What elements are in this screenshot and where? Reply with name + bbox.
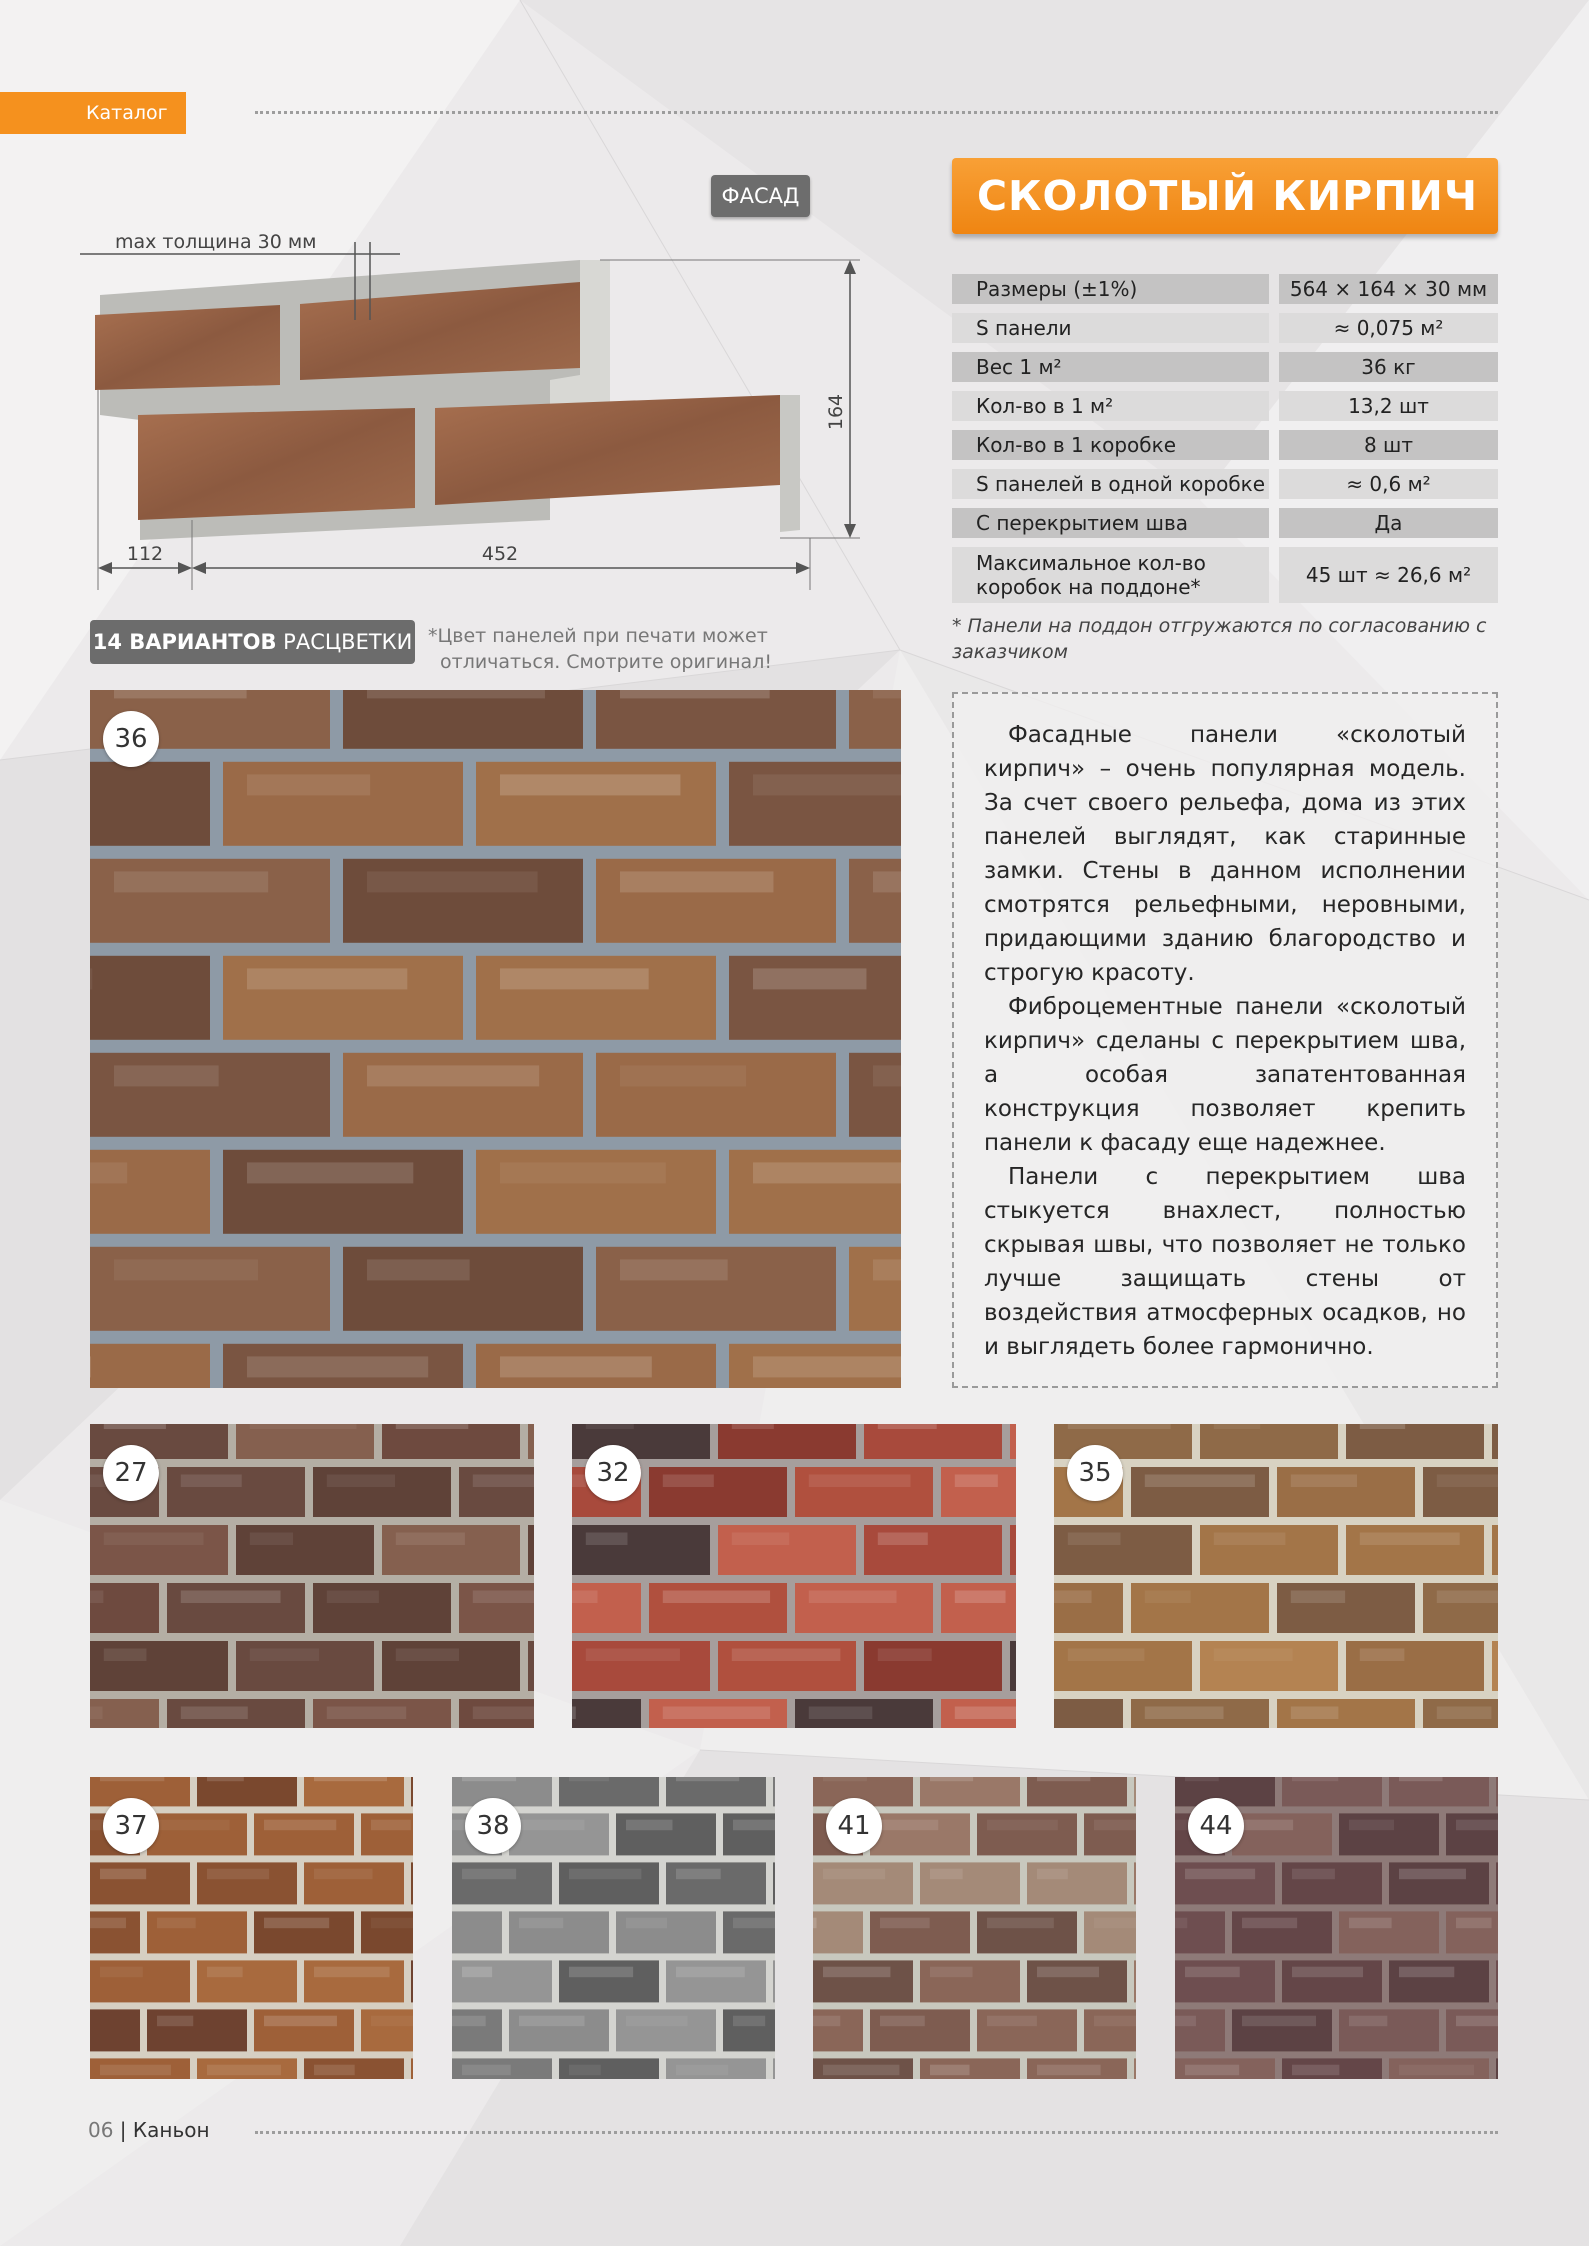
description-paragraph: Панели с перекрытием шва стыкуется внахлест, полностью скрывая швы, что позволяет не только лучше защищать стены от воздействия атмосферных осадков, но и выглядеть более гармонично. — [984, 1164, 1466, 1360]
spec-label: Вес 1 м² — [952, 352, 1269, 382]
swatch-41[interactable] — [813, 1777, 1136, 2079]
spec-value: Да — [1279, 508, 1498, 538]
spec-row — [952, 274, 1498, 304]
spec-value: 36 кг — [1279, 352, 1498, 382]
spec-label: С перекрытием шва — [952, 508, 1269, 538]
page-footer: 06 | Каньон — [88, 2118, 210, 2142]
spec-label: S панелей в одной коробке — [952, 469, 1269, 499]
spec-value: ≈ 0,6 м² — [1279, 469, 1498, 499]
panel-width-dimension: 452 — [481, 543, 519, 565]
variants-label: РАСЦВЕТКИ — [283, 630, 413, 654]
spec-value: ≈ 0,075 м² — [1279, 313, 1498, 343]
brick-texture — [90, 690, 901, 1388]
page-number: 06 — [88, 2118, 114, 2142]
spec-label: Кол-во в 1 коробке — [952, 430, 1269, 460]
diagram-brick — [435, 395, 780, 505]
description-paragraph: Фиброцементные панели «сколотый кирпич» сделаны с перекрытием шва, а особая запатентованная конструкция позволяет крепить панели к фасаду еще надежнее. — [984, 994, 1466, 1156]
spec-row — [952, 391, 1498, 421]
swatch-44[interactable] — [1175, 1777, 1498, 2079]
swatch-number: 41 — [826, 1798, 882, 1854]
spec-label: Кол-во в 1 м² — [952, 391, 1269, 421]
spec-row — [952, 430, 1498, 460]
description-box — [952, 692, 1498, 1388]
print-color-note — [428, 623, 778, 675]
height-dimension: 164 — [825, 393, 847, 431]
swatch-number: 35 — [1067, 1445, 1123, 1501]
color-variants-badge — [90, 620, 415, 664]
swatch-number: 37 — [103, 1798, 159, 1854]
diagram-brick — [138, 408, 415, 520]
spec-row — [952, 508, 1498, 538]
spec-value: 45 шт ≈ 26,6 м² — [1279, 547, 1498, 603]
swatch-27[interactable] — [90, 1424, 534, 1728]
spec-value: 13,2 шт — [1279, 391, 1498, 421]
panel-dimension-diagram — [80, 220, 890, 600]
footer-divider — [255, 2131, 1498, 2134]
header-divider — [255, 111, 1498, 114]
swatch-36[interactable] — [90, 690, 901, 1388]
swatch-32[interactable] — [572, 1424, 1016, 1728]
facade-badge: ФАСАД — [711, 175, 810, 217]
spec-row — [952, 469, 1498, 499]
print-note-line: *Цвет панелей при печати может — [428, 625, 768, 647]
swatch-35[interactable] — [1054, 1424, 1498, 1728]
spec-row — [952, 547, 1498, 603]
swatch-number: 36 — [103, 711, 159, 767]
spec-row — [952, 352, 1498, 382]
left-width-dimension: 112 — [126, 543, 164, 565]
swatch-38[interactable] — [452, 1777, 775, 2079]
swatch-37[interactable] — [90, 1777, 413, 2079]
thickness-label: max толщина 30 мм — [115, 231, 317, 253]
section-tab: Каталог — [0, 92, 186, 134]
spec-value: 564 × 164 × 30 мм — [1279, 274, 1498, 304]
swatch-number: 44 — [1188, 1798, 1244, 1854]
print-note-line: отличаться. Смотрите оригинал! — [440, 651, 772, 673]
spec-label: Максимальное кол-во коробок на поддоне* — [952, 547, 1269, 603]
spec-footnote: * Панели на поддон отгружаются по согласованию с заказчиком — [952, 615, 1487, 663]
description-paragraph: Фасадные панели «сколотый кирпич» – очень популярная модель. За счет своего рельефа, дома из этих панелей выглядят, как старинные замки. Стены в данном исполнении смотрятся рельефными, неровными, придающими зданию благородство и строгую красоту. — [984, 722, 1466, 986]
spec-label: Размеры (±1%) — [952, 274, 1269, 304]
spec-label: S панели — [952, 313, 1269, 343]
diagram-brick — [95, 305, 280, 390]
swatch-number: 38 — [465, 1798, 521, 1854]
swatch-number: 27 — [103, 1445, 159, 1501]
variants-count: 14 ВАРИАНТОВ — [92, 630, 277, 654]
spec-row — [952, 313, 1498, 343]
product-title: СКОЛОТЫЙ КИРПИЧ — [952, 158, 1498, 234]
spec-value: 8 шт — [1279, 430, 1498, 460]
footer-brand: Каньон — [132, 2118, 210, 2142]
swatch-number: 32 — [585, 1445, 641, 1501]
